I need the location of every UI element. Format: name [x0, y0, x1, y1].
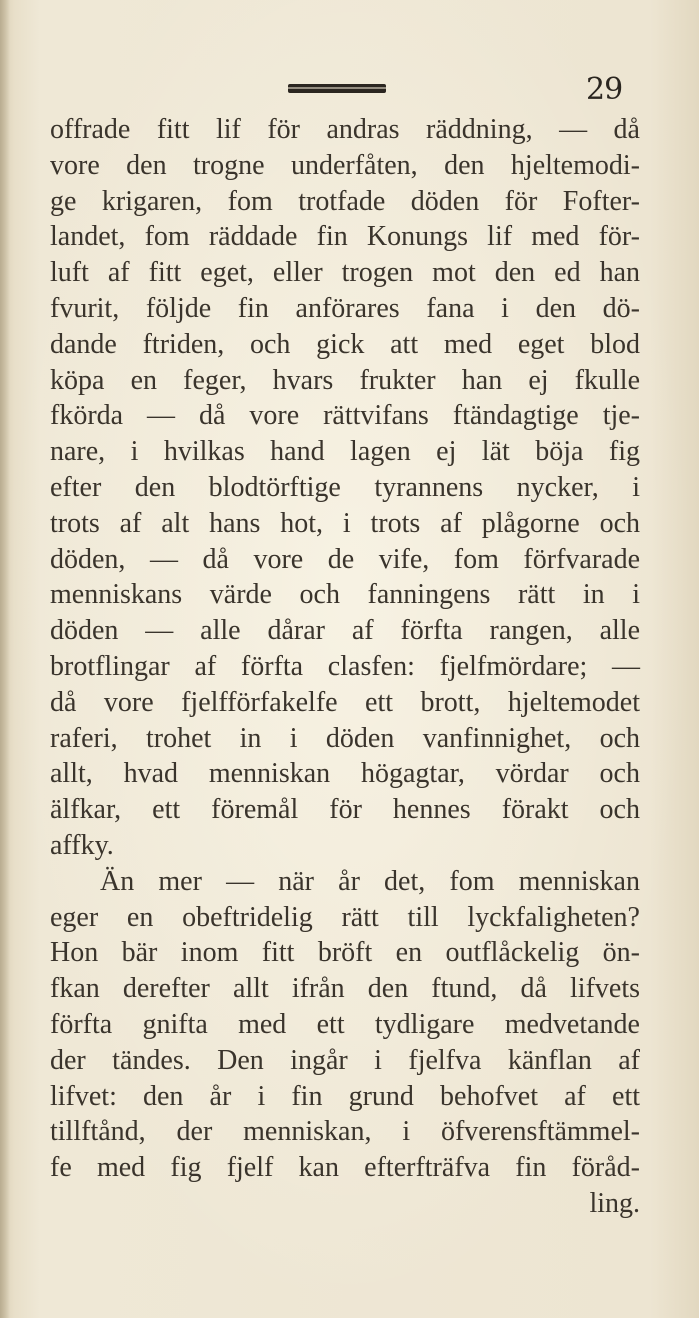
page-gutter — [0, 0, 10, 1318]
text-line: trots af alt hans hot, i trots af plågorne och — [50, 507, 640, 539]
text-line: ling. — [589, 1187, 640, 1219]
body-text — [50, 112, 640, 1222]
text-line: allt, hvad menniskan högagtar, vördar och — [50, 758, 640, 790]
text-line: fe med fig fjelf kan efterfträfva fin föråd- — [50, 1152, 640, 1184]
text-line: eger en obeftridelig rätt till lyckfaligheten? — [50, 901, 640, 933]
text-line: fkan derefter allt ifrån den ftund, då lifvets — [50, 973, 640, 1005]
text-line: då vore fjelfförfakelfe ett brott, hjeltemodet — [50, 686, 640, 718]
text-line: brotflingar af förfta clasfen: fjelfmördare; — — [50, 650, 640, 682]
text-line: Hon bär inom fitt bröft en outflåckelig ön- — [50, 937, 640, 969]
text-line: köpa en feger, hvars frukter han ej fkulle — [50, 364, 640, 396]
text-line: ge krigaren, fom trotfade döden för Fofter- — [50, 185, 640, 217]
text-line: tillftånd, der menniskan, i öfverensftämmel- — [50, 1116, 640, 1148]
page-number: 29 — [586, 72, 623, 107]
text-line: fvurit, följde fin anförares fana i den dö- — [50, 292, 640, 324]
text-line: vore den trogne underfåten, den hjeltemodi- — [50, 149, 640, 181]
text-line: der tändes. Den ingår i fjelfva känflan af — [50, 1044, 640, 1076]
text-line: lifvet: den år i fin grund behofvet af ett — [50, 1080, 640, 1112]
text-line: menniskans värde och fanningens rätt in i — [50, 579, 640, 611]
text-line: fkörda — då vore rättvifans ftändagtige tje- — [50, 400, 640, 432]
text-line: Än mer — när år det, fom menniskan — [100, 865, 640, 897]
text-line: affky. — [50, 829, 114, 861]
text-line: efter den blodtörftige tyrannens nycker, i — [50, 471, 640, 503]
text-line: raferi, trohet in i döden vanfinnighet, och — [50, 722, 640, 754]
text-line: älfkar, ett föremål för hennes förakt och — [50, 794, 640, 826]
text-line: luft af fitt eget, eller trogen mot den ed han — [50, 257, 640, 289]
text-line: döden — alle dårar af förfta rangen, alle — [50, 615, 640, 647]
text-line: offrade fitt lif för andras räddning, — då — [50, 114, 640, 145]
text-line: förfta gnifta med ett tydligare medvetande — [50, 1008, 640, 1040]
text-line: döden, — då vore de vife, fom förfvarade — [50, 543, 640, 575]
text-line: landet, fom räddade fin Konungs lif med för- — [50, 221, 640, 253]
header-ornament-rule — [288, 84, 386, 93]
text-line: nare, i hvilkas hand lagen ej lät böja fig — [50, 436, 640, 468]
text-line: dande ftriden, och gick att med eget blod — [50, 328, 640, 360]
